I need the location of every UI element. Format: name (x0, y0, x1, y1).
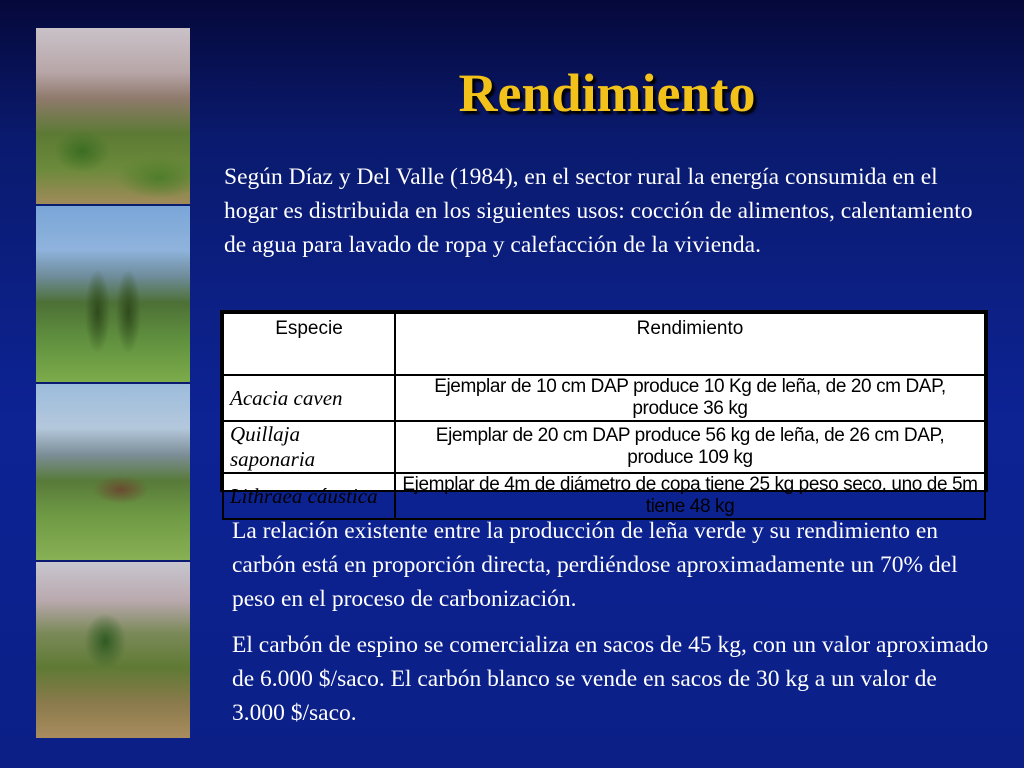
landscape-photo-strip (36, 28, 190, 738)
table-header-row (223, 313, 985, 375)
yield-table (220, 310, 988, 517)
table-row (223, 421, 985, 473)
mountain-landscape-photo (36, 28, 190, 204)
slide-title: Rendimiento (458, 63, 756, 123)
table-row (223, 473, 985, 519)
yield-cell: Ejemplar de 4m de diámetro de copa tiene 25 kg peso seco, uno de 5m tiene 48 kg (395, 473, 985, 519)
header-species: Especie (223, 313, 395, 375)
species-cell: Lithraea cáustica (223, 473, 395, 519)
rural-hut-photo (36, 384, 190, 560)
species-cell: Acacia caven (223, 375, 395, 421)
yield-cell: Ejemplar de 10 cm DAP produce 10 Kg de leña, de 20 cm DAP, produce 36 kg (395, 375, 985, 421)
species-cell: Quillaja saponaria (223, 421, 395, 473)
hillside-vegetation-photo (36, 562, 190, 738)
table-row (223, 375, 985, 421)
charcoal-ratio-paragraph: La relación existente entre la producción de leña verde y su rendimiento en carbón está en proporción directa, perdiéndose aproximadamente un 70% del peso en el proceso de carbonización. (232, 518, 958, 612)
intro-paragraph: Según Díaz y Del Valle (1984), en el sector rural la energía consumida en el hogar es distribuida en los siguientes usos: cocción de alimentos, calentamiento de agua para lavado de ropa y calefacción de la vivienda. (224, 164, 973, 258)
charcoal-price-paragraph: El carbón de espino se comercializa en sacos de 45 kg, con un valor aproximado de 6.000 $/saco. El carbón blanco se vende en sacos de 30 kg a un valor de 3.000 $/saco. (232, 632, 989, 726)
header-yield: Rendimiento (395, 313, 985, 375)
yield-cell: Ejemplar de 20 cm DAP produce 56 kg de leña, de 26 cm DAP, produce 109 kg (395, 421, 985, 473)
palm-trees-photo (36, 206, 190, 382)
